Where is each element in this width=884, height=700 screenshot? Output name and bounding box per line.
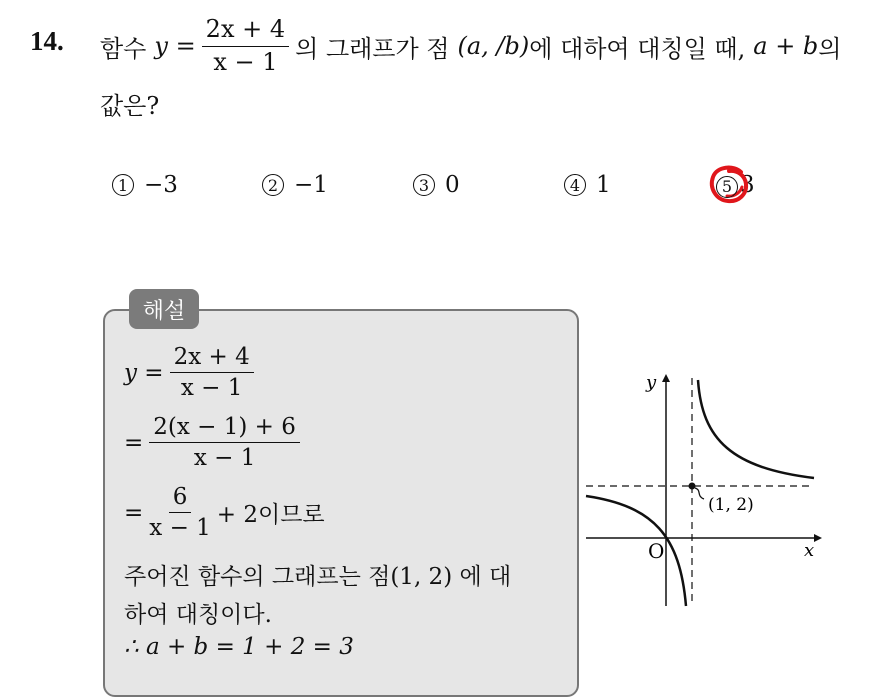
choice-value-1: −3 xyxy=(144,172,178,198)
solution-conclusion: ∴ a + b = 1 + 2 = 3 xyxy=(124,634,354,660)
choice-marker-1: 1 xyxy=(112,174,134,196)
question-suffix: 에 대하여 대칭일 때, xyxy=(529,34,746,63)
solution-tag: 해설 xyxy=(129,289,199,329)
y-axis-arrow xyxy=(662,374,670,382)
point-pointer xyxy=(695,488,704,499)
sol3-numerator: 6 xyxy=(169,484,192,513)
choice-value-5: 3 xyxy=(740,172,755,198)
choice-value-2: −1 xyxy=(294,172,328,198)
sol3-rest: + 2이므로 xyxy=(216,502,325,529)
sol1-fraction xyxy=(170,344,254,402)
solution-text-2: 하여 대칭이다. xyxy=(124,602,272,628)
sol1-lhs: y = xyxy=(124,359,164,386)
hyperbola-lower-branch xyxy=(586,496,686,606)
solution-line-2 xyxy=(124,414,306,472)
question-expr: a + b xyxy=(753,32,819,61)
func-numerator: 2x + 4 xyxy=(202,16,289,47)
x-axis-arrow xyxy=(814,534,822,542)
choice-1[interactable] xyxy=(112,172,178,198)
func-denominator: x − 1 xyxy=(213,47,278,76)
hyperbola-upper-branch xyxy=(698,380,814,478)
choice-2[interactable] xyxy=(262,172,328,198)
solution-line-3 xyxy=(124,484,325,542)
x-axis-label: x xyxy=(804,540,815,561)
question-prefix: 함수 xyxy=(100,34,147,63)
question-number: 14. xyxy=(30,26,64,56)
choice-marker-5: 5 xyxy=(716,176,738,198)
question-middle: 의 그래프가 점 xyxy=(295,34,450,63)
choice-marker-2: 2 xyxy=(262,174,284,196)
choice-marker-3: 3 xyxy=(413,174,435,196)
question-line2: 값은? xyxy=(100,92,160,120)
center-point xyxy=(689,483,696,490)
choice-marker-4: 4 xyxy=(564,174,586,196)
func-lhs: y = xyxy=(154,32,196,61)
solution-line-1 xyxy=(124,344,260,402)
choice-5-marked xyxy=(716,172,748,198)
choice-5[interactable] xyxy=(716,172,755,198)
func-fraction xyxy=(202,16,289,76)
sol2-denominator: x − 1 xyxy=(193,445,256,472)
question-point: (a, /b) xyxy=(457,32,530,61)
point-label: (1, 2) xyxy=(708,495,754,515)
sol2-fraction xyxy=(149,414,300,472)
choice-4[interactable] xyxy=(564,172,611,198)
choice-value-3: 0 xyxy=(445,172,460,198)
sol3-fraction xyxy=(149,484,211,542)
sol3-denominator: x − 1 xyxy=(149,515,211,542)
hyperbola-graph xyxy=(582,368,822,608)
sol3-lhs: = xyxy=(124,499,144,526)
choice-3[interactable] xyxy=(413,172,460,198)
y-axis-label: y xyxy=(646,372,657,393)
question-suffix2: 의 xyxy=(818,34,842,63)
sol1-denominator: x − 1 xyxy=(180,375,243,402)
sol2-numerator: 2(x − 1) + 6 xyxy=(149,414,300,443)
origin-label: O xyxy=(648,539,665,563)
sol2-lhs: = xyxy=(124,429,144,456)
solution-text-1: 주어진 함수의 그래프는 점(1, 2) 에 대 xyxy=(124,564,512,590)
question-text xyxy=(100,16,841,76)
choice-value-4: 1 xyxy=(596,172,611,198)
sol1-numerator: 2x + 4 xyxy=(170,344,254,373)
